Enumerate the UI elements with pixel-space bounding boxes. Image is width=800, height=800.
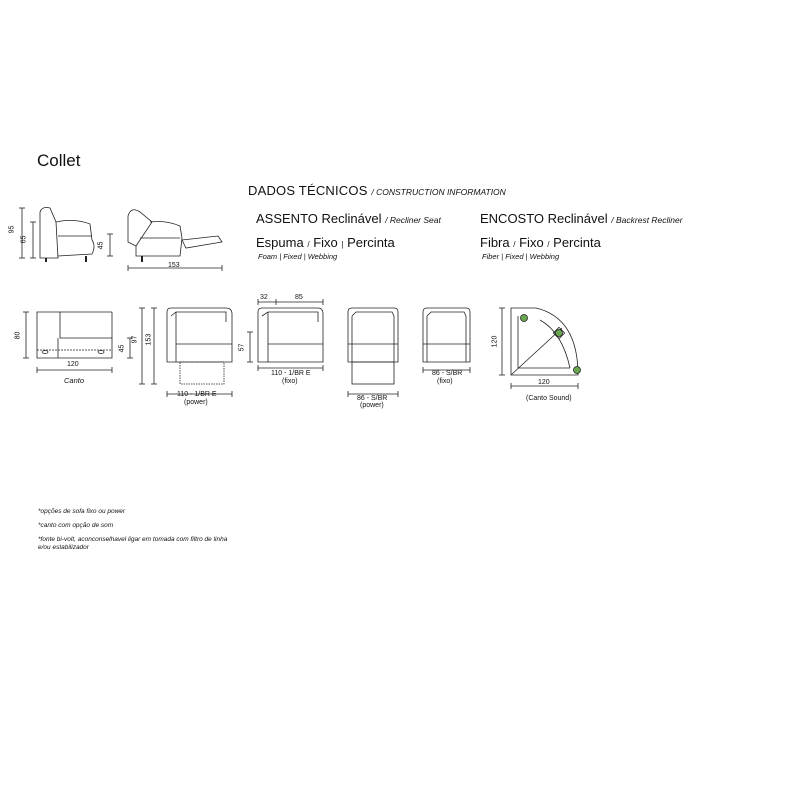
caption-86-power-sub: (power) xyxy=(360,402,384,409)
caption-110-power-sub: (power) xyxy=(184,399,208,406)
backrest-material-fixed: Fixo xyxy=(519,235,544,250)
dim-110-power-height: 97 xyxy=(131,335,139,344)
dim-recliner-seat-height: 45 xyxy=(97,241,105,250)
dim-110-fixed-seat: 85 xyxy=(295,294,303,301)
module-110-fixed-drawing xyxy=(247,299,323,371)
backrest-material-fiber: Fibra xyxy=(480,235,510,250)
dim-recliner-depth: 153 xyxy=(168,262,180,269)
dim-canto-height: 80 xyxy=(14,331,22,340)
caption-canto-sound: (Canto Sound) xyxy=(526,395,572,402)
backrest-label-pt: ENCOSTO Reclinável xyxy=(480,211,608,226)
seat-materials-en: Foam | Fixed | Webbing xyxy=(258,252,338,261)
caption-canto: Canto xyxy=(64,376,85,385)
dim-side-height-total: 95 xyxy=(8,225,16,234)
separator: / xyxy=(513,240,516,249)
module-86-power-drawing xyxy=(348,308,398,397)
dim-110-fixed-arm: 32 xyxy=(260,294,268,301)
recliner-side-drawing xyxy=(107,210,222,271)
product-title: Collet xyxy=(37,151,81,170)
dim-side-height-back: 65 xyxy=(20,235,28,244)
caption-110-fixed: 110 - 1/BR E xyxy=(271,370,311,377)
dim-canto-sound-width: 120 xyxy=(538,379,550,386)
dim-canto-width: 120 xyxy=(67,361,79,368)
module-86-fixed-drawing xyxy=(423,308,470,373)
dim-canto-seat-height: 45 xyxy=(118,344,126,353)
caption-110-fixed-sub: (fixo) xyxy=(282,378,298,385)
module-110-power-drawing xyxy=(139,308,232,397)
separator: | xyxy=(341,240,344,249)
seat-material-webbing: Percinta xyxy=(347,235,395,250)
backrest-material-webbing: Percinta xyxy=(553,235,601,250)
backrest-materials-en: Fiber | Fixed | Webbing xyxy=(482,252,560,261)
seat-material-foam: Espuma xyxy=(256,235,304,250)
technical-heading-pt: DADOS TÉCNICOS xyxy=(248,183,368,198)
backrest-label-en: / Backrest Recliner xyxy=(611,215,683,225)
caption-86-fixed: 86 - S/BR xyxy=(432,370,463,377)
note-power-supply-2: e/ou estabilizador xyxy=(38,544,89,551)
caption-110-power: 110 - 1/BR E xyxy=(177,391,217,398)
seat-label-pt: ASSENTO Reclinável xyxy=(256,211,382,226)
technical-heading-en: / CONSTRUCTION INFORMATION xyxy=(371,187,506,197)
separator: / xyxy=(307,240,310,249)
separator: / xyxy=(547,240,550,249)
note-sofa-options: *opções de sofa fixo ou power xyxy=(38,508,126,515)
dim-110-fixed-side: 57 xyxy=(238,343,246,352)
caption-86-fixed-sub: (fixo) xyxy=(437,378,453,385)
seat-material-fixed: Fixo xyxy=(313,235,338,250)
note-power-supply: *fonte bi-volt, aconconselhavel ligar em tomada com filtro de linha xyxy=(38,536,228,543)
dim-110-fixed-height: 153 xyxy=(145,333,153,346)
side-view-drawing xyxy=(19,208,94,263)
dim-canto-sound-depth: 120 xyxy=(491,335,499,348)
note-canto-sound: *canto com opção de som xyxy=(38,522,114,529)
canto-sound-drawing xyxy=(499,308,581,389)
seat-label-en: / Recliner Seat xyxy=(385,215,441,225)
caption-86-power: 86 - S/BR xyxy=(357,395,388,402)
